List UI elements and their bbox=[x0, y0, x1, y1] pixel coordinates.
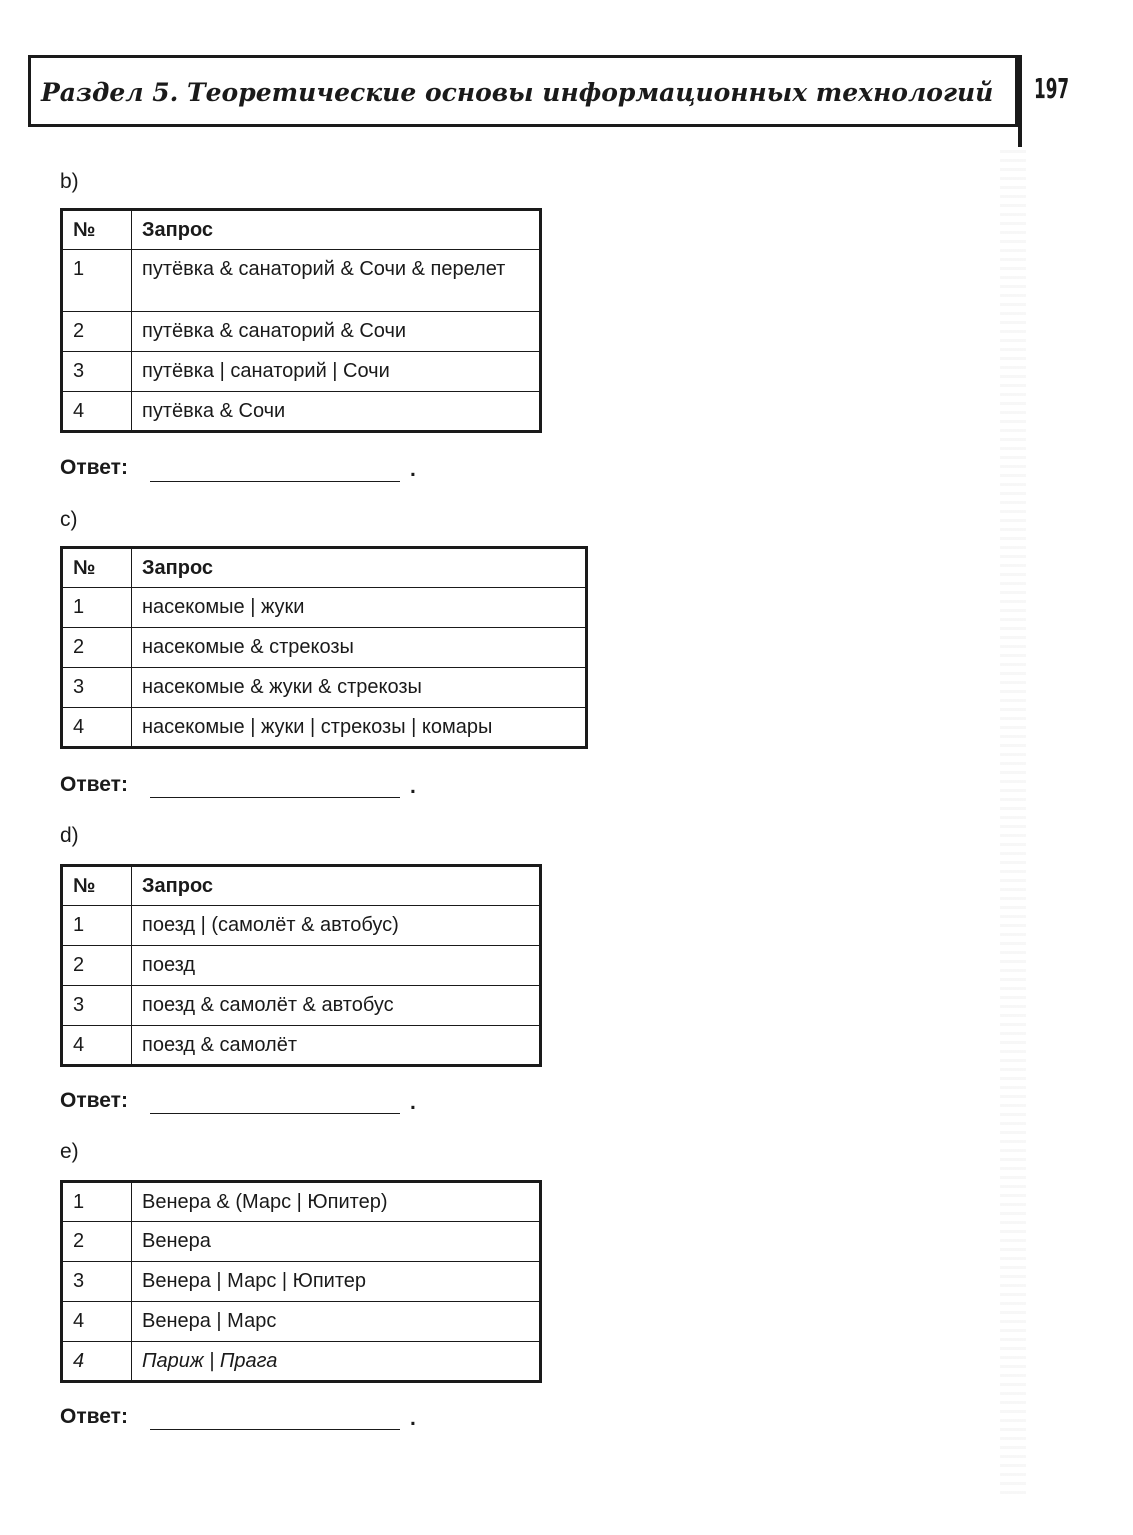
section-c-label: c) bbox=[60, 508, 78, 531]
row-number: 1 bbox=[62, 906, 132, 946]
row-number: 1 bbox=[62, 1182, 132, 1222]
num-header: № bbox=[62, 866, 132, 906]
answer-field-c[interactable] bbox=[150, 797, 400, 798]
section-d-label: d) bbox=[60, 824, 79, 847]
answer-field-b[interactable] bbox=[150, 481, 400, 482]
page-number: 197 bbox=[1034, 72, 1070, 105]
table-row bbox=[62, 1026, 541, 1066]
table-row bbox=[62, 1302, 541, 1342]
row-number: 2 bbox=[62, 946, 132, 986]
query-table-c bbox=[60, 546, 588, 749]
row-number: 4 bbox=[62, 1302, 132, 1342]
answer-field-d[interactable] bbox=[150, 1113, 400, 1114]
answer-dot-c: . bbox=[410, 775, 416, 798]
row-query: насекомые & жуки & стрекозы bbox=[132, 668, 587, 708]
row-query: поезд & самолёт bbox=[132, 1026, 541, 1066]
row-query: насекомые & стрекозы bbox=[132, 628, 587, 668]
table-row bbox=[62, 588, 587, 628]
row-query: насекомые | жуки | стрекозы | комары bbox=[132, 708, 587, 748]
row-number: 3 bbox=[62, 352, 132, 392]
query-table-e bbox=[60, 1180, 542, 1383]
table-header-row bbox=[62, 210, 541, 250]
row-query: насекомые | жуки bbox=[132, 588, 587, 628]
table-row bbox=[62, 1342, 541, 1382]
query-header: Запрос bbox=[132, 866, 541, 906]
answer-dot-d: . bbox=[410, 1091, 416, 1114]
section-b-label: b) bbox=[60, 170, 79, 193]
row-query: Венера bbox=[132, 1222, 541, 1262]
row-query: поезд | (самолёт & автобус) bbox=[132, 906, 541, 946]
table-row bbox=[62, 668, 587, 708]
table-row bbox=[62, 986, 541, 1026]
table-row bbox=[62, 628, 587, 668]
query-header: Запрос bbox=[132, 210, 541, 250]
row-query: Венера | Марс bbox=[132, 1302, 541, 1342]
table-header-row bbox=[62, 548, 587, 588]
row-number: 1 bbox=[62, 588, 132, 628]
table-row bbox=[62, 1182, 541, 1222]
row-number: 2 bbox=[62, 312, 132, 352]
row-query: путёвка & санаторий & Сочи bbox=[132, 312, 541, 352]
row-number: 2 bbox=[62, 628, 132, 668]
table-row bbox=[62, 312, 541, 352]
row-number: 3 bbox=[62, 1262, 132, 1302]
answer-dot-e: . bbox=[410, 1407, 416, 1430]
row-query: путёвка & Сочи bbox=[132, 392, 541, 432]
table-row bbox=[62, 708, 587, 748]
answer-label-c: Ответ: bbox=[60, 773, 128, 796]
answer-label-b: Ответ: bbox=[60, 456, 128, 479]
table-row bbox=[62, 1262, 541, 1302]
query-table-d bbox=[60, 864, 542, 1067]
answer-dot-b: . bbox=[410, 458, 416, 481]
row-query: путёвка & санаторий & Сочи & перелет bbox=[132, 250, 541, 312]
row-number: 1 bbox=[62, 250, 132, 312]
num-header: № bbox=[62, 210, 132, 250]
row-query: Венера & (Марс | Юпитер) bbox=[132, 1182, 541, 1222]
row-number: 4 bbox=[62, 392, 132, 432]
header-divider bbox=[1018, 55, 1022, 147]
row-number: 3 bbox=[62, 668, 132, 708]
row-query: Париж | Прага bbox=[132, 1342, 541, 1382]
row-query: Венера | Марс | Юпитер bbox=[132, 1262, 541, 1302]
table-row bbox=[62, 392, 541, 432]
section-e-label: e) bbox=[60, 1140, 79, 1163]
row-number: 4 bbox=[62, 1026, 132, 1066]
answer-label-d: Ответ: bbox=[60, 1089, 128, 1112]
page-edge-shading bbox=[1000, 150, 1026, 1500]
table-row bbox=[62, 946, 541, 986]
table-row bbox=[62, 250, 541, 312]
query-table-b bbox=[60, 208, 542, 433]
page-header bbox=[28, 55, 1018, 127]
row-query: путёвка | санаторий | Сочи bbox=[132, 352, 541, 392]
row-number: 3 bbox=[62, 986, 132, 1026]
table-row bbox=[62, 906, 541, 946]
table-header-row bbox=[62, 866, 541, 906]
row-number: 4 bbox=[62, 708, 132, 748]
table-row bbox=[62, 1222, 541, 1262]
num-header: № bbox=[62, 548, 132, 588]
answer-label-e: Ответ: bbox=[60, 1405, 128, 1428]
row-number: 4 bbox=[62, 1342, 132, 1382]
row-query: поезд bbox=[132, 946, 541, 986]
table-row bbox=[62, 352, 541, 392]
answer-field-e[interactable] bbox=[150, 1429, 400, 1430]
page-title: Раздел 5. Теоретические основы информационных технологий bbox=[41, 78, 994, 107]
row-query: поезд & самолёт & автобус bbox=[132, 986, 541, 1026]
row-number: 2 bbox=[62, 1222, 132, 1262]
query-header: Запрос bbox=[132, 548, 587, 588]
